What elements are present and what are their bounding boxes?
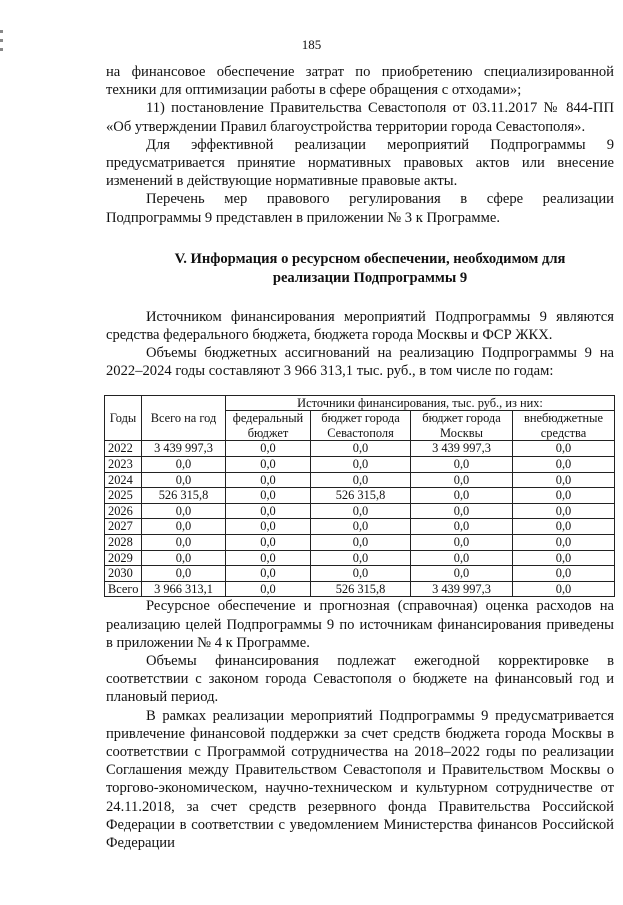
header-years: Годы — [105, 395, 142, 441]
cell-total: 0,0 — [142, 503, 226, 519]
cell-total: 0,0 — [142, 534, 226, 550]
cell-total: 0,0 — [142, 472, 226, 488]
header-moscow: бюджет города Москвы — [411, 411, 513, 441]
paragraph: на финансовое обеспечение затрат по приобретению специализированной техники для оптимизации работы в сфере обращения с отходами»; — [106, 64, 614, 99]
cell-total: 0,0 — [142, 550, 226, 566]
cell-offbudget: 0,0 — [513, 457, 615, 473]
paragraph: 11) постановление Правительства Севастополя от 03.11.2017 № 844-ПП «Об утверждении Правил благоустройства территории города Севастополя». — [106, 100, 614, 135]
cell-total: 3 439 997,3 — [142, 441, 226, 457]
cell-offbudget: 0,0 — [513, 581, 615, 597]
paragraph: Объемы бюджетных ассигнований на реализацию Подпрограммы 9 на 2022–2024 годы составляют 3 966 313,1 тыс. руб., в том числе по годам: — [106, 345, 614, 380]
cell-offbudget: 0,0 — [513, 550, 615, 566]
cell-sevastopol: 0,0 — [311, 550, 411, 566]
cell-offbudget: 0,0 — [513, 472, 615, 488]
header-federal: федеральный бюджет — [226, 411, 311, 441]
cell-sevastopol: 0,0 — [311, 472, 411, 488]
cell-moscow: 0,0 — [411, 488, 513, 504]
cell-federal: 0,0 — [226, 550, 311, 566]
table-total-row — [105, 581, 615, 597]
header-sevastopol: бюджет города Севастополя — [311, 411, 411, 441]
cell-offbudget: 0,0 — [513, 519, 615, 535]
paragraph: Источником финансирования мероприятий Подпрограммы 9 являются средства федерального бюджета, бюджета города Москвы и ФСР ЖКХ. — [106, 308, 614, 344]
paragraph: В рамках реализации мероприятий Подпрограммы 9 предусматривается привлечение финансовой поддержки за счет средств бюджета города Москвы в соответствии с Программой сотрудничества на 2018–2022 годы по реализации Соглашения между Правительством Севастополя и Правительством Москвы о торгово-экономическом, научно-техническом и культурном сотрудничестве от 24.11.2018, за счет средств резервного фонда Правительства Российской Федерации в соответствии с уведомлением Министерства финансов Российской Федерации — [106, 707, 614, 851]
cell-total: 0,0 — [142, 566, 226, 582]
cell-year: 2027 — [105, 519, 142, 535]
cell-sevastopol: 0,0 — [311, 519, 411, 535]
cell-offbudget: 0,0 — [513, 534, 615, 550]
cell-federal: 0,0 — [226, 472, 311, 488]
cell-total: 0,0 — [142, 457, 226, 473]
cell-year: 2026 — [105, 503, 142, 519]
section-heading — [106, 250, 614, 288]
cell-moscow: 0,0 — [411, 566, 513, 582]
cell-federal: 0,0 — [226, 566, 311, 582]
cell-offbudget: 0,0 — [513, 566, 615, 582]
section-heading-line: V. Информация о ресурсном обеспечении, необходимом для — [174, 250, 566, 267]
document-body — [106, 63, 614, 852]
cell-sevastopol: 526 315,8 — [311, 581, 411, 597]
cell-year: 2023 — [105, 457, 142, 473]
table-row — [105, 519, 615, 535]
cell-offbudget: 0,0 — [513, 503, 615, 519]
cell-federal: 0,0 — [226, 503, 311, 519]
cell-federal: 0,0 — [226, 581, 311, 597]
cell-sevastopol: 526 315,8 — [311, 488, 411, 504]
cell-federal: 0,0 — [226, 534, 311, 550]
page-number: 185 — [301, 37, 322, 52]
paragraph: Ресурсное обеспечение и прогнозная (справочная) оценка расходов на реализацию целей Подпрограммы 9 по источникам финансирования приведены в приложении № 4 к Программе. — [106, 598, 614, 651]
table-row — [105, 472, 615, 488]
cell-year: 2030 — [105, 566, 142, 582]
cell-total: 0,0 — [142, 519, 226, 535]
cell-year: 2022 — [105, 441, 142, 457]
table-row — [105, 441, 615, 457]
section-heading-line: реализации Подпрограммы 9 — [272, 269, 468, 286]
header-offbudget: внебюджетные средства — [513, 411, 615, 441]
cell-year: Всего — [105, 581, 142, 597]
paragraph: Для эффективной реализации мероприятий Подпрограммы 9 предусматривается принятие нормативных правовых актов или внесение изменений в действующие нормативные правовые акты. — [106, 136, 614, 190]
cell-total: 526 315,8 — [142, 488, 226, 504]
cell-sevastopol: 0,0 — [311, 457, 411, 473]
cell-sevastopol: 0,0 — [311, 503, 411, 519]
table-row — [105, 503, 615, 519]
cell-sevastopol: 0,0 — [311, 534, 411, 550]
header-sources: Источники финансирования, тыс. руб., из них: — [226, 395, 615, 411]
cell-moscow: 0,0 — [411, 550, 513, 566]
financing-table — [104, 395, 615, 598]
cell-year: 2029 — [105, 550, 142, 566]
table-row — [105, 550, 615, 566]
cell-moscow: 3 439 997,3 — [411, 581, 513, 597]
cell-federal: 0,0 — [226, 441, 311, 457]
paragraph: Перечень мер правового регулирования в сфере реализации Подпрограммы 9 представлен в приложении № 3 к Программе. — [106, 191, 614, 226]
table-row — [105, 488, 615, 504]
cell-moscow: 0,0 — [411, 519, 513, 535]
paragraph: Объемы финансирования подлежат ежегодной корректировке в соответствии с законом города Севастополя о бюджете на финансовый год и плановый период. — [106, 652, 614, 706]
header-total: Всего на год — [142, 395, 226, 441]
cell-total: 3 966 313,1 — [142, 581, 226, 597]
cell-year: 2024 — [105, 472, 142, 488]
cell-federal: 0,0 — [226, 457, 311, 473]
cell-federal: 0,0 — [226, 519, 311, 535]
cell-sevastopol: 0,0 — [311, 566, 411, 582]
cell-offbudget: 0,0 — [513, 488, 615, 504]
table-row — [105, 457, 615, 473]
cell-moscow: 0,0 — [411, 472, 513, 488]
cell-sevastopol: 0,0 — [311, 441, 411, 457]
cell-offbudget: 0,0 — [513, 441, 615, 457]
cell-moscow: 0,0 — [411, 534, 513, 550]
cell-federal: 0,0 — [226, 488, 311, 504]
table-row — [105, 534, 615, 550]
cell-year: 2025 — [105, 488, 142, 504]
cell-moscow: 0,0 — [411, 457, 513, 473]
cell-moscow: 0,0 — [411, 503, 513, 519]
cell-year: 2028 — [105, 534, 142, 550]
cell-moscow: 3 439 997,3 — [411, 441, 513, 457]
table-row — [105, 566, 615, 582]
